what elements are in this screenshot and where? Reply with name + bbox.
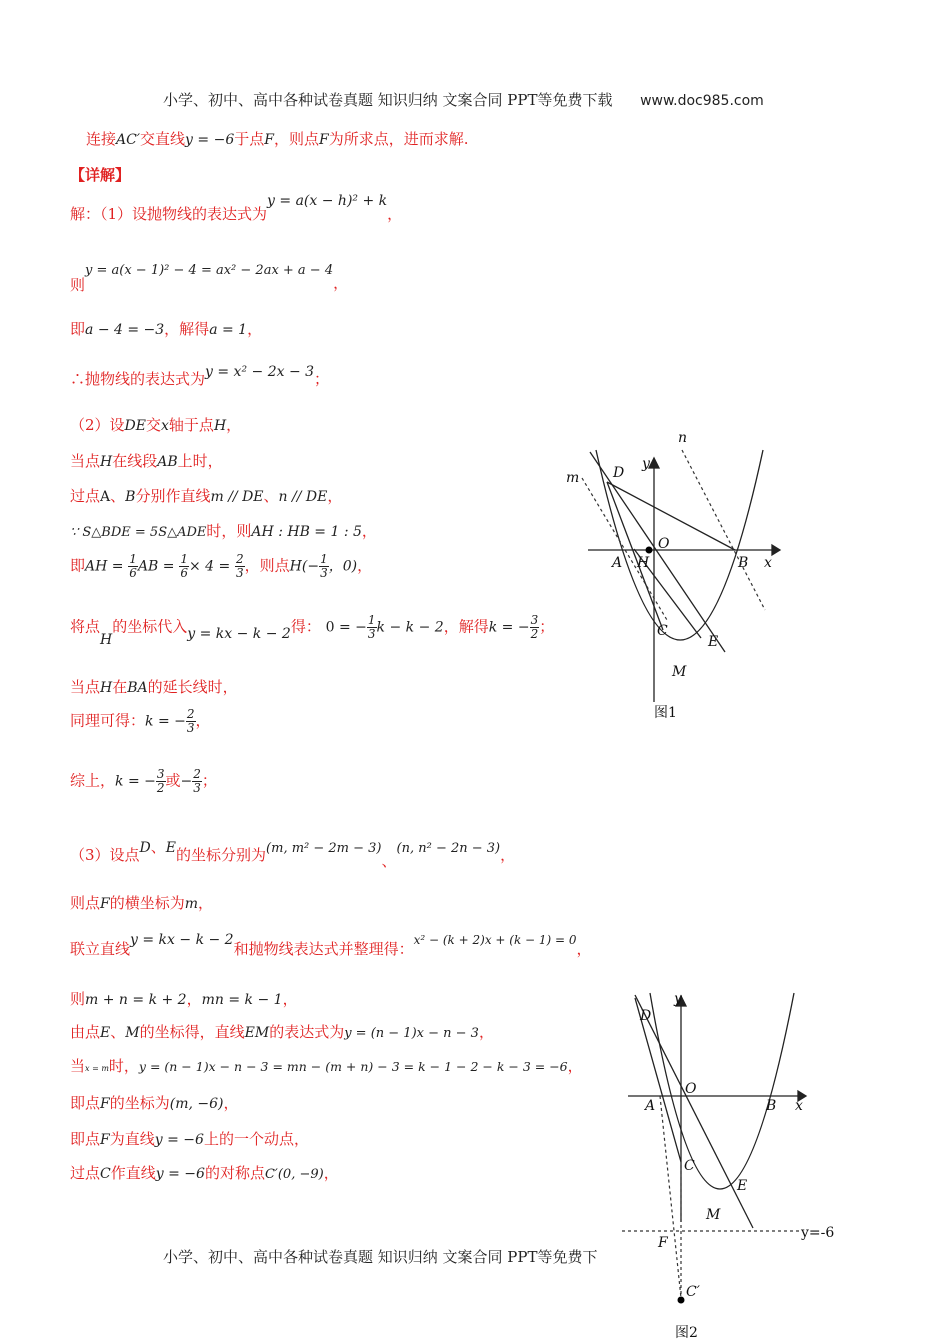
fig1-label-m: m	[566, 470, 580, 486]
header-url[interactable]: www.doc985.com	[640, 93, 764, 109]
fig1-label-O: O	[658, 536, 670, 552]
fig2-label-x: x	[795, 1098, 803, 1114]
line-16: 联立直线y = kx − k − 2和抛物线表达式并整理得：x² − (k + 2)x + (k − 1) = 0，	[70, 932, 592, 958]
line-9: 即AH = $\frac{1}{6}$ AB = $\frac{1}{6}$ × 4 = $\frac{2}{3}$ ，则点H(− $\frac{1}{3}$ ，0)，	[70, 552, 373, 580]
line-connect: 连接AC′交直线y = −6于点F，则点F为所求点，进而求解.	[86, 130, 469, 148]
fig1-line-n	[682, 450, 765, 610]
fig1-label-x: x	[764, 555, 772, 571]
fig1-label-A: A	[612, 555, 623, 571]
line-5: （2）设DE交x轴于点H，	[70, 416, 242, 434]
figure-2	[610, 985, 840, 1344]
line-19: 当x = m时，y = (n − 1)x − n − 3 = mn − (m + n) − 3 = k − 1 − 2 − k − 3 = −6，	[70, 1057, 583, 1075]
fig1-line-DE	[590, 452, 725, 652]
line-1: 解：（1）设抛物线的表达式为y = a(x − h)² + k，	[70, 193, 403, 223]
fig1-y-arrow	[649, 458, 659, 468]
fig2-label-C: C	[684, 1158, 695, 1174]
fig1-label-E: E	[708, 634, 719, 650]
fig1-label-n: n	[678, 430, 688, 446]
fig2-label-M: M	[706, 1207, 721, 1223]
fig1-label-D: D	[613, 465, 625, 481]
header-text: 小学、初中、高中各种试卷真题 知识归纳 文案合同 PPT等免费下载	[163, 91, 613, 109]
line-6: 当点H在线段AB上时，	[70, 452, 223, 470]
line-18: 由点E、M的坐标得，直线EM的表达式为y = (n − 1)x − n − 3，	[70, 1023, 494, 1041]
line-17: 则m + n = k + 2，mn = k − 1，	[70, 990, 298, 1008]
fig2-label-F: F	[658, 1235, 668, 1251]
fig2-caption: 图2	[675, 1325, 698, 1341]
line-13: 综上，k = − $\frac{3}{2}$ 或− $\frac{2}{3}$ ；	[70, 767, 217, 795]
line-8: ∵ S△BDE = 5S△ADE时，则AH : HB = 1 : 5，	[70, 522, 377, 540]
fig1-caption: 图1	[654, 705, 677, 721]
fig2-label-O: O	[685, 1081, 697, 1097]
line-12: 同理可得：k = − $\frac{2}{3}$ ，	[70, 707, 211, 735]
line-21: 即点F为直线y = −6上的一个动点，	[70, 1130, 309, 1148]
line-22: 过点C作直线y = −6的对称点C′(0, −9)，	[70, 1164, 339, 1182]
fig2-label-A: A	[645, 1098, 656, 1114]
line-14: （3）设点D、E的坐标分别为(m, m² − 2m − 3)、(n, n² − 2n − 3)，	[70, 838, 516, 870]
fig1-label-H: H	[637, 555, 650, 571]
fig2-Cp-dot	[678, 1297, 685, 1304]
line-10: 将点H的坐标代入y = kx − k − 2得： 0 = − $\frac{1}{3}$ k − k − 2，解得k = − $\frac{3}{2}$ ；	[70, 613, 555, 648]
fig2-label-y: y	[674, 991, 682, 1007]
line-11: 当点H在BA的延长线时，	[70, 678, 238, 696]
line-20: 即点F的坐标为(m, −6)，	[70, 1094, 239, 1112]
fig1-label-M: M	[672, 664, 687, 680]
fig1-label-B: B	[738, 555, 749, 571]
fig2-label-D: D	[640, 1008, 652, 1024]
fig1-origin-dot	[646, 547, 653, 554]
line-4: ∴抛物线的表达式为y = x² − 2x − 3；	[70, 364, 330, 388]
line-3: 即a − 4 = −3，解得a = 1，	[70, 320, 263, 338]
figure-1	[560, 425, 790, 725]
line-2: 则y = a(x − 1)² − 4 = ax² − 2ax + a − 4，	[70, 263, 349, 294]
fig2-label-yline: y=-6	[801, 1225, 835, 1241]
fig1-label-y: y	[642, 456, 650, 472]
fig2-label-B: B	[766, 1098, 777, 1114]
page-header	[163, 89, 764, 110]
fig1-label-C: C	[657, 623, 668, 639]
fig2-parabola	[650, 993, 794, 1189]
line-15: 则点F的横坐标为m，	[70, 894, 214, 912]
fig2-label-Cp: C′	[686, 1284, 700, 1300]
fig1-x-arrow	[772, 545, 780, 555]
fig2-label-E: E	[737, 1178, 748, 1194]
line-7: 过点A、B分别作直线m // DE、n // DE，	[70, 487, 343, 505]
detail-heading: 【详解】	[70, 166, 131, 184]
page-footer: 小学、初中、高中各种试卷真题 知识归纳 文案合同 PPT等免费下	[163, 1248, 598, 1266]
